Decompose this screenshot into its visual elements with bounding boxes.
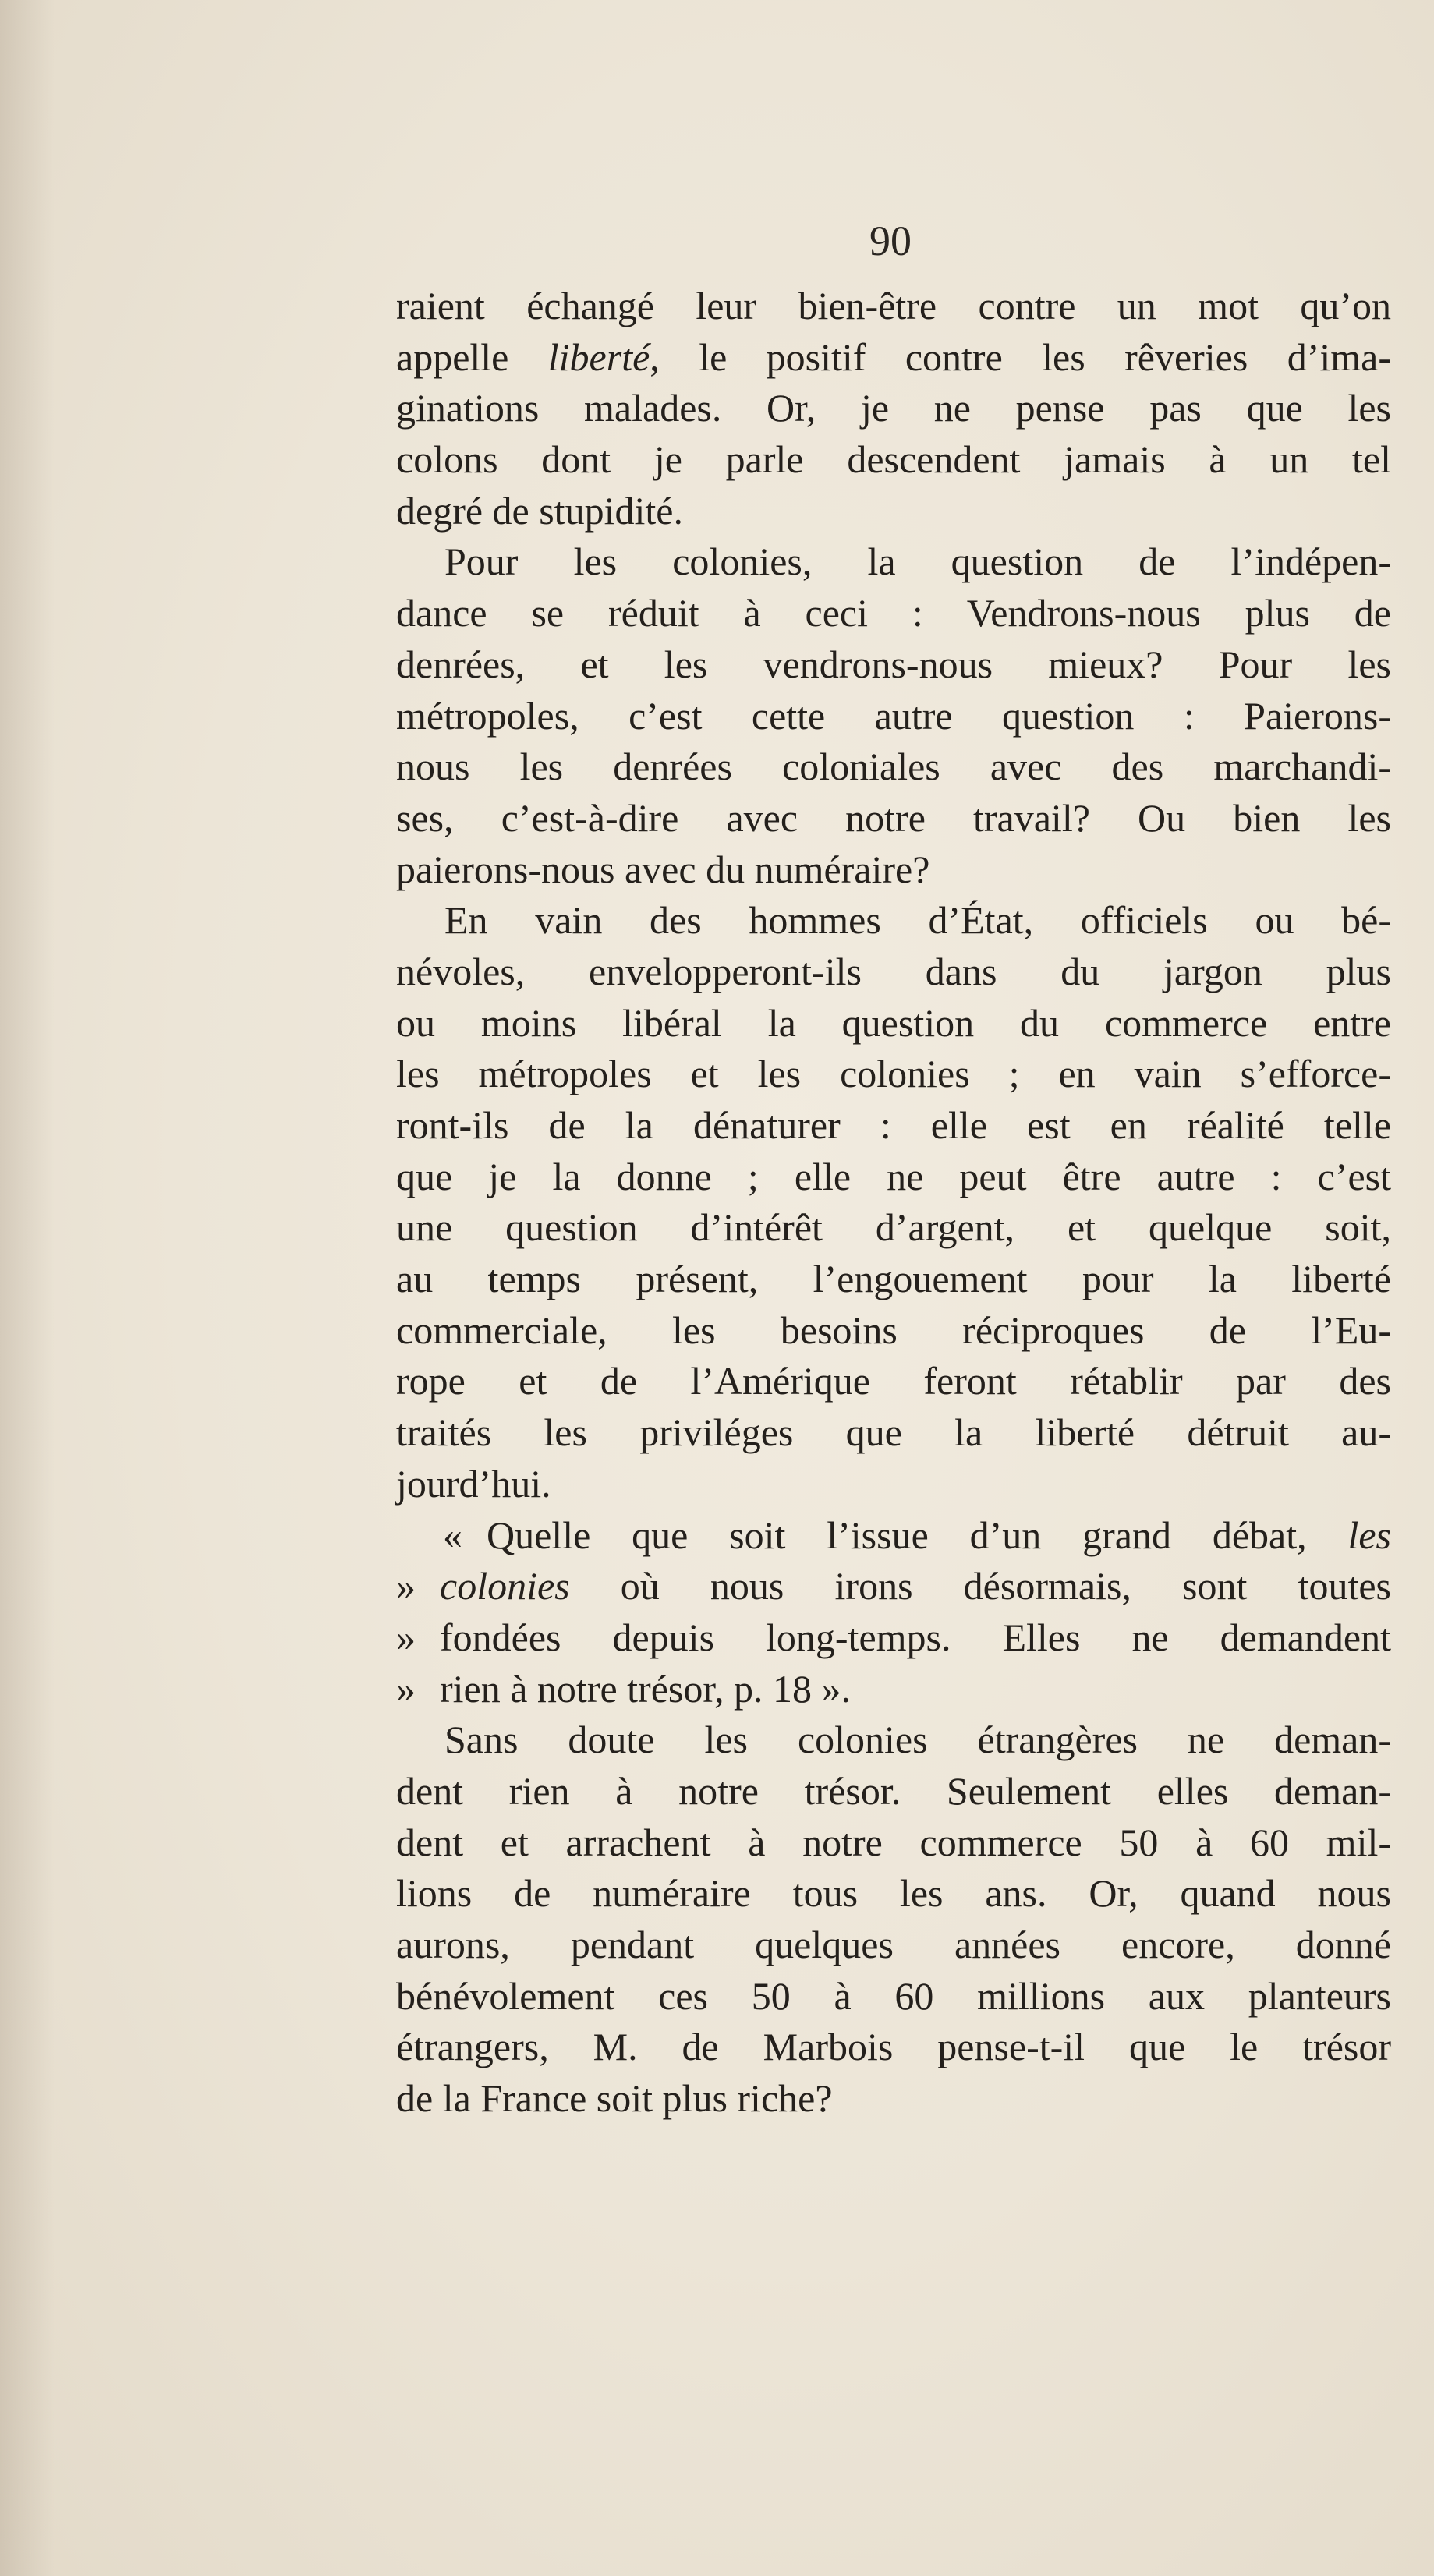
page-number: 90: [869, 218, 912, 264]
text-segment: de la France soit plus riche?: [396, 2076, 833, 2121]
text-line: [396, 1664, 1391, 1715]
page-edge-shadow: [0, 0, 55, 2576]
quote-mark: »: [396, 1615, 416, 1659]
text-line: [396, 1356, 1391, 1407]
paragraph: [396, 281, 1391, 536]
text-segment: aurons, pendant quelques années encore, donné: [396, 1923, 1391, 1966]
text-line: [396, 1817, 1391, 1869]
text-segment: névoles, envelopperont-ils dans du jargon plus: [396, 949, 1391, 993]
text-segment: étrangers, M. de Marbois pense-t-il que le trésor: [396, 2025, 1391, 2069]
text-segment: dance se réduit à ceci : Vendrons-nous plus de: [396, 591, 1391, 635]
text-segment: ront-ils de la dénaturer : elle est en réalité telle: [396, 1103, 1391, 1147]
text-segment: paierons-nous avec du numéraire?: [396, 847, 930, 891]
text-line: [396, 1971, 1391, 2022]
italic-text: colonies: [440, 1564, 570, 1608]
italic-text: les: [1347, 1513, 1391, 1557]
text-segment: métropoles, c’est cette autre question : Paierons-: [396, 693, 1391, 738]
text-line: [396, 691, 1391, 742]
text-segment: au temps présent, l’engouement pour la liberté: [396, 1257, 1391, 1301]
text-line: [396, 1766, 1391, 1817]
text-segment: que je la donne ; elle ne peut être autre : c’est: [396, 1154, 1391, 1198]
text-line: [396, 1049, 1391, 1100]
quote-mark: «: [443, 1513, 462, 1557]
text-line: [396, 1305, 1391, 1357]
text-line: [396, 1100, 1391, 1152]
text-line: [396, 1407, 1391, 1459]
paragraph: [396, 895, 1391, 1509]
text-segment: Quelle que soit l’issue d’un grand débat,: [487, 1513, 1348, 1557]
text-segment: degré de stupidité.: [396, 488, 683, 533]
text-line: [396, 1714, 1391, 1766]
text-segment: En vain des hommes d’État, officiels ou bé-: [444, 898, 1391, 943]
text-line: [396, 1868, 1391, 1920]
text-segment: Sans doute les colonies étrangères ne deman-: [444, 1718, 1391, 1762]
text-line: [396, 1202, 1391, 1254]
text-segment: dent rien à notre trésor. Seulement elles deman-: [396, 1768, 1391, 1813]
text-segment: jourd’hui.: [396, 1461, 551, 1506]
text-line: [396, 741, 1391, 793]
text-segment: traités les priviléges que la liberté détruit au-: [396, 1410, 1391, 1455]
text-segment: ses, c’est-à-dire avec notre travail? Ou bien les: [396, 795, 1391, 840]
text-line: [396, 947, 1391, 998]
quote-mark: »: [396, 1666, 416, 1711]
italic-text: liberté: [547, 334, 650, 379]
quote-mark: »: [396, 1564, 416, 1608]
quotation-paragraph: [396, 1510, 1391, 1715]
text-line: [396, 1152, 1391, 1203]
text-line: [396, 1920, 1391, 1971]
text-segment: denrées, et les vendrons-nous mieux? Pour les: [396, 642, 1391, 686]
text-segment: Pour les colonies, la question de l’indépen-: [444, 540, 1391, 584]
text-segment: nous les denrées coloniales avec des marchandi-: [396, 745, 1391, 789]
text-segment: fondées depuis long-temps. Elles ne demandent: [440, 1615, 1391, 1659]
text-line: [396, 332, 1391, 384]
text-line: [396, 1459, 1391, 1510]
text-line: [396, 536, 1391, 588]
paragraph: [396, 1714, 1391, 2125]
text-line: [396, 2022, 1391, 2073]
text-line: [396, 793, 1391, 844]
text-segment: raient échangé leur bien-être contre un mot qu’on: [396, 284, 1391, 327]
text-segment: les métropoles et les colonies ; en vain s’efforce-: [396, 1052, 1391, 1096]
text-line: [396, 2073, 1391, 2125]
text-segment: où nous irons désormais, sont toutes: [569, 1564, 1391, 1608]
text-line: [396, 281, 1391, 332]
text-line: [396, 486, 1391, 537]
text-segment: commerciale, les besoins réciproques de l’Eu-: [396, 1307, 1391, 1352]
text-line: [396, 639, 1391, 691]
text-segment: colons dont je parle descendent jamais à un tel: [396, 437, 1391, 482]
paragraph: [396, 536, 1391, 895]
text-line: [396, 434, 1391, 486]
text-segment: lions de numéraire tous les ans. Or, quand nous: [396, 1871, 1391, 1916]
text-segment: rope et de l’Amérique feront rétablir par des: [396, 1359, 1391, 1403]
text-line: [396, 895, 1391, 947]
text-line: [396, 588, 1391, 639]
text-segment: ginations malades. Or, je ne pense pas que les: [396, 386, 1391, 430]
text-segment: appelle: [396, 334, 548, 379]
body-text: [396, 281, 1391, 2125]
text-line: [396, 383, 1391, 434]
text-line: [396, 1254, 1391, 1305]
text-segment: , le positif contre les rêveries d’ima-: [650, 334, 1391, 379]
text-segment: ou moins libéral la question du commerce entre: [396, 1000, 1391, 1045]
text-line: [396, 1510, 1391, 1562]
text-segment: bénévolement ces 50 à 60 millions aux planteurs: [396, 1973, 1391, 2018]
text-line: [396, 1561, 1391, 1612]
text-line: [396, 844, 1391, 896]
text-segment: rien à notre trésor, p. 18 ».: [440, 1666, 852, 1711]
text-segment: dent et arrachent à notre commerce 50 à 60 mil-: [396, 1820, 1391, 1864]
text-segment: une question d’intérêt d’argent, et quelque soit,: [396, 1205, 1391, 1250]
text-line: [396, 998, 1391, 1049]
text-line: [396, 1612, 1391, 1664]
